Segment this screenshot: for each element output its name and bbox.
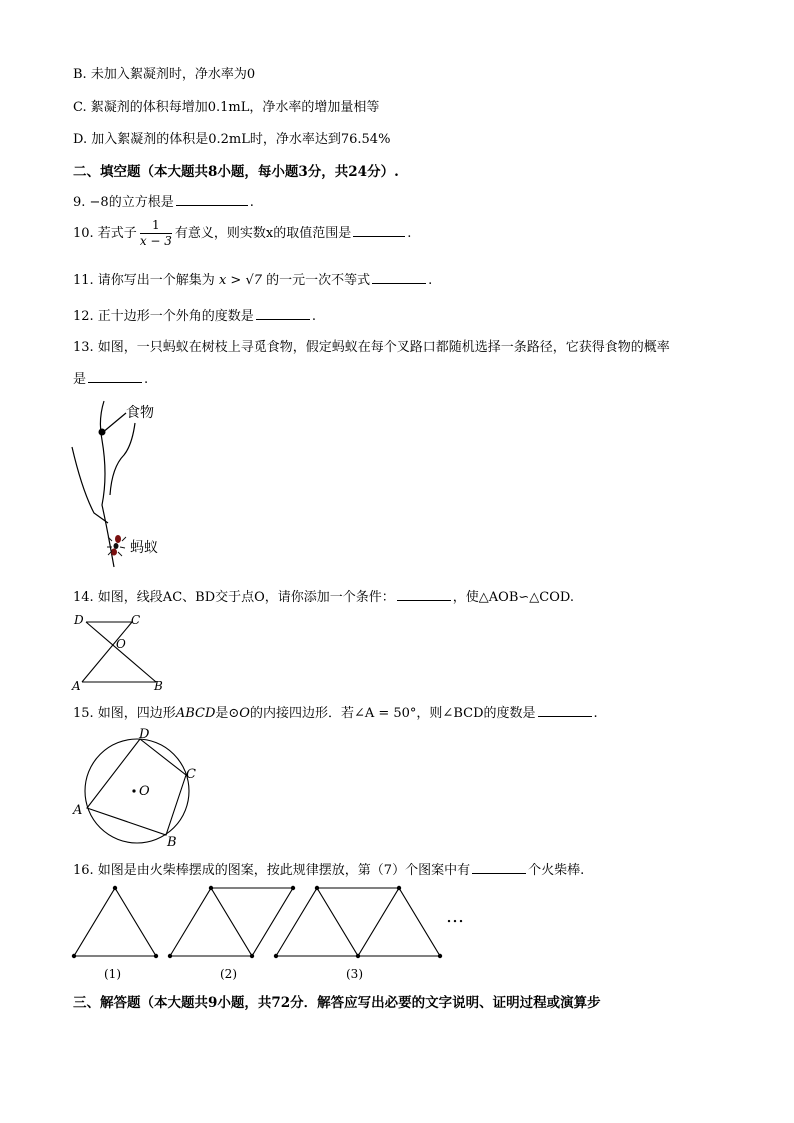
- branch-food: [102, 413, 126, 433]
- q15-circle: O: [239, 706, 250, 721]
- question-15: [73, 704, 598, 723]
- q15-mid: 是⊙: [215, 706, 240, 721]
- branch-right: [110, 423, 135, 495]
- q13-line2: 是: [73, 372, 87, 387]
- q10-pre: 10. 若式子: [73, 226, 137, 241]
- section3-heading: 三、解答题（本大题共9小题，共72分．解答应写出必要的文字说明、证明过程或演算步: [73, 995, 601, 1011]
- segment-db: [86, 622, 156, 682]
- q15-answer-blank[interactable]: [538, 704, 592, 717]
- q11-post: 的一元一次不等式: [266, 273, 371, 288]
- label-c: C: [131, 613, 141, 627]
- q16-pre: 16. 如图是由火柴棒摆成的图案，按此规律摆放，第（7）个图案中有: [73, 863, 471, 878]
- segment-ac: [82, 622, 132, 682]
- q14-post: ，使△AOB∽△COD.: [452, 590, 574, 605]
- q14-pre: 14. 如图，线段AC、BD交于点O，请你添加一个条件：: [73, 590, 395, 605]
- ellipsis: …: [446, 906, 464, 927]
- trunk: [100, 401, 114, 567]
- inscribed-quad-figure: [68, 725, 208, 850]
- question-13-line1: 13. 如图，一只蚂蚁在树枝上寻觅食物，假定蚂蚁在每个叉路口都随机选择一条路径，它获得食物的概率: [73, 340, 670, 355]
- question-9: [73, 193, 254, 212]
- option-b: B. 未加入絮凝剂时，净水率为0: [73, 67, 256, 82]
- pattern-label-1: (1): [104, 967, 121, 981]
- label-o: O: [139, 784, 150, 799]
- q15-cond: 的内接四边形．若∠A = 50°，则∠BCD的度数是: [249, 706, 536, 721]
- label-c: C: [186, 767, 196, 782]
- q13-end: .: [144, 372, 149, 387]
- matchstick-figure: [64, 878, 484, 988]
- label-a: A: [72, 679, 81, 693]
- food-label: 食物: [126, 405, 154, 421]
- q10-answer-blank[interactable]: [353, 224, 405, 237]
- q11-pre: 11. 请你写出一个解集为: [73, 273, 215, 288]
- ant-label: 蚂蚁: [130, 540, 158, 556]
- section2-heading: 二、填空题（本大题共8小题，每小题3分，共24分）.: [73, 164, 399, 180]
- branch-left: [72, 447, 108, 523]
- label-o: O: [116, 637, 126, 651]
- q15-pre: 15. 如图，四边形: [73, 706, 176, 721]
- pattern-2: [170, 888, 293, 956]
- pattern-label-3: (3): [346, 967, 363, 981]
- question-14: [73, 588, 574, 607]
- q10-fraction: [140, 218, 172, 249]
- question-11: [73, 271, 432, 290]
- q14-answer-blank[interactable]: [397, 588, 451, 601]
- question-12: [73, 307, 316, 326]
- segments-figure: [70, 610, 180, 694]
- food-dot: [99, 429, 106, 436]
- option-c: C. 絮凝剂的体积每增加0.1mL，净水率的增加量相等: [73, 100, 380, 115]
- q15-quad: ABCD: [175, 706, 216, 721]
- q11-condition: x > √7: [218, 273, 262, 288]
- q15-end: .: [593, 706, 598, 721]
- q10-numerator: 1: [140, 218, 172, 234]
- q10-end: .: [407, 226, 412, 241]
- q12-answer-blank[interactable]: [256, 307, 310, 320]
- question-13-line2: [73, 370, 148, 389]
- q10-denominator: x − 3: [139, 234, 172, 248]
- center-dot: [132, 789, 135, 792]
- q12-text: 12. 正十边形一个外角的度数是: [73, 309, 254, 324]
- label-d: D: [74, 613, 84, 627]
- pattern-1: [74, 888, 156, 956]
- label-d: D: [139, 727, 150, 742]
- q10-post: 有意义，则实数x的取值范围是: [174, 226, 352, 241]
- label-b: B: [167, 835, 177, 850]
- q16-answer-blank[interactable]: [472, 861, 526, 874]
- tree-branch-figure: [60, 395, 180, 575]
- q16-post: 个火柴棒.: [528, 863, 585, 878]
- option-d: D. 加入絮凝剂的体积是0.2mL时，净水率达到76.54%: [73, 132, 391, 147]
- question-10: [73, 218, 411, 249]
- q9-text: 9. −8的立方根是: [73, 195, 174, 210]
- label-a: A: [73, 803, 83, 818]
- label-b: B: [154, 679, 163, 693]
- q12-end: .: [311, 309, 316, 324]
- q11-end: .: [428, 273, 433, 288]
- pattern-3: [276, 888, 440, 956]
- q13-answer-blank[interactable]: [88, 370, 142, 383]
- q9-end: .: [249, 195, 254, 210]
- q9-answer-blank[interactable]: [176, 193, 248, 206]
- q11-answer-blank[interactable]: [372, 271, 426, 284]
- pattern-label-2: (2): [220, 967, 237, 981]
